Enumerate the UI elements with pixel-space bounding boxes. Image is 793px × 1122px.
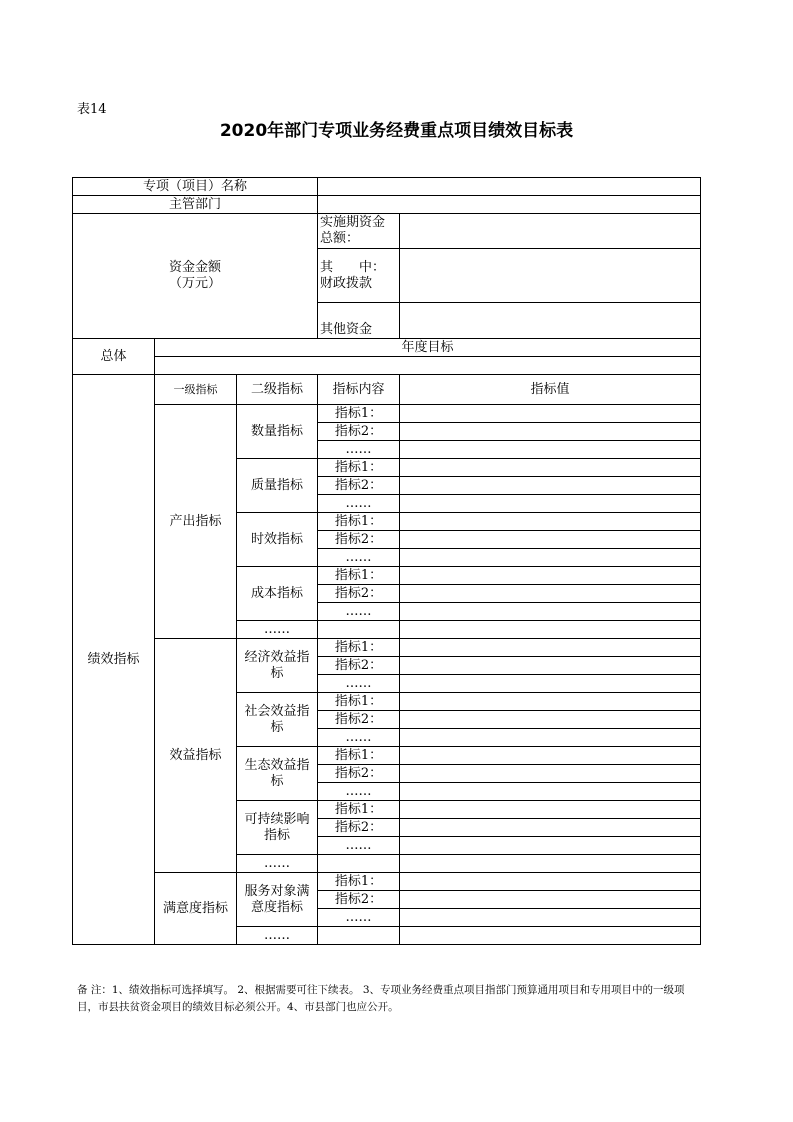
indicator-value-cell[interactable] (400, 783, 701, 801)
department-label: 主管部门 (73, 196, 318, 214)
indicator-item-label: 指标1： (318, 747, 400, 765)
indicator-item-label: 指标2： (318, 531, 400, 549)
indicator-value-cell[interactable] (400, 423, 701, 441)
annual-target-value[interactable] (155, 357, 701, 375)
sub-timeliness: 时效指标 (237, 513, 318, 567)
indicator-value-cell[interactable] (400, 477, 701, 495)
sub-ecological: 生态效益指标 (237, 747, 318, 801)
sub-quantity: 数量指标 (237, 405, 318, 459)
indicator-ellipsis: …… (318, 549, 400, 567)
indicator-item-label: 指标1： (318, 405, 400, 423)
indicator-value-cell[interactable] (400, 657, 701, 675)
indicator-item-label: 指标2： (318, 423, 400, 441)
indicator-value-cell[interactable] (400, 531, 701, 549)
indicator-ellipsis: …… (318, 603, 400, 621)
indicator-content-cell[interactable] (318, 621, 400, 639)
indicator-value-cell[interactable] (400, 855, 701, 873)
indicator-value-cell[interactable] (400, 639, 701, 657)
indicator-item-label: 指标2： (318, 765, 400, 783)
indicator-item-label: 指标2： (318, 477, 400, 495)
satisfaction-indicators-label: 满意度指标 (155, 873, 237, 945)
funds-label: 资金金额 (169, 260, 222, 275)
indicator-item-label: 指标2： (318, 711, 400, 729)
indicator-item-label: 指标2： (318, 891, 400, 909)
indicator-ellipsis: …… (318, 783, 400, 801)
indicator-value-cell[interactable] (400, 801, 701, 819)
indicator-value-cell[interactable] (400, 729, 701, 747)
header-value: 指标值 (400, 375, 701, 405)
sub-ellipsis: …… (237, 621, 318, 639)
indicator-value-cell[interactable] (400, 891, 701, 909)
funds-other-value[interactable] (400, 303, 701, 339)
indicator-item-label: 指标2： (318, 657, 400, 675)
indicator-value-cell[interactable] (400, 405, 701, 423)
page-title: 2020年部门专项业务经费重点项目绩效目标表 (219, 121, 574, 141)
output-indicators-label: 产出指标 (155, 405, 237, 639)
indicator-ellipsis: …… (318, 729, 400, 747)
header-level2: 二级指标 (237, 375, 318, 405)
funds-other-label: 其他资金 (318, 303, 400, 339)
indicator-item-label: 指标1： (318, 693, 400, 711)
sub-sustainable: 可持续影响指标 (237, 801, 318, 855)
table-number-label: 表14 (77, 102, 107, 117)
indicator-value-cell[interactable] (400, 441, 701, 459)
department-value[interactable] (318, 196, 701, 214)
indicator-value-cell[interactable] (400, 927, 701, 945)
header-level1: 一级指标 (155, 375, 237, 405)
indicator-item-label: 指标1： (318, 567, 400, 585)
indicator-content-cell[interactable] (318, 855, 400, 873)
indicator-value-cell[interactable] (400, 765, 701, 783)
sub-quality: 质量指标 (237, 459, 318, 513)
indicator-value-cell[interactable] (400, 909, 701, 927)
indicator-ellipsis: …… (318, 909, 400, 927)
indicator-value-cell[interactable] (400, 747, 701, 765)
indicator-value-cell[interactable] (400, 603, 701, 621)
indicator-value-cell[interactable] (400, 819, 701, 837)
project-name-value[interactable] (318, 178, 701, 196)
indicator-item-label: 指标1： (318, 513, 400, 531)
indicator-item-label: 指标1： (318, 873, 400, 891)
indicator-content-cell[interactable] (318, 927, 400, 945)
funds-total-label: 实施期资金总额： (318, 214, 400, 249)
indicator-value-cell[interactable] (400, 513, 701, 531)
sub-cost: 成本指标 (237, 567, 318, 621)
indicator-value-cell[interactable] (400, 621, 701, 639)
sub-ellipsis: …… (237, 927, 318, 945)
indicator-value-cell[interactable] (400, 549, 701, 567)
sub-economic: 经济效益指标 (237, 639, 318, 693)
indicator-ellipsis: …… (318, 495, 400, 513)
funds-total-value[interactable] (400, 214, 701, 249)
indicator-item-label: 指标1： (318, 801, 400, 819)
funds-fiscal-value[interactable] (400, 249, 701, 303)
funds-label-cell (73, 214, 318, 339)
indicator-ellipsis: …… (318, 837, 400, 855)
indicator-value-cell[interactable] (400, 567, 701, 585)
funds-fiscal-label: 其 中：财政拨款 (318, 249, 400, 303)
indicator-value-cell[interactable] (400, 711, 701, 729)
benefit-indicators-label: 效益指标 (155, 639, 237, 873)
header-content: 指标内容 (318, 375, 400, 405)
funds-unit: （万元） (169, 276, 222, 291)
indicator-value-cell[interactable] (400, 459, 701, 477)
sub-service-satisfaction: 服务对象满意度指标 (237, 873, 318, 927)
indicator-value-cell[interactable] (400, 837, 701, 855)
indicator-ellipsis: …… (318, 441, 400, 459)
indicator-value-cell[interactable] (400, 675, 701, 693)
indicator-item-label: 指标2： (318, 819, 400, 837)
indicator-value-cell[interactable] (400, 693, 701, 711)
indicator-value-cell[interactable] (400, 585, 701, 603)
indicator-item-label: 指标1： (318, 459, 400, 477)
sub-social: 社会效益指标 (237, 693, 318, 747)
performance-indicators-label: 绩效指标 (73, 375, 155, 945)
overall-label: 总体 (73, 339, 155, 375)
footnote: 备 注：1、绩效指标可选择填写。 2、根据需要可往下续表。 3、专项业务经费重点项目指部门预算通用项目和专用项目中的一级项目，市县扶贫资金项目的绩效目标必须公开。4、市县部门也应公开。 (77, 984, 685, 1013)
project-name-label: 专项（项目）名称 (73, 178, 318, 196)
sub-ellipsis: …… (237, 855, 318, 873)
annual-target-label: 年度目标 (155, 339, 701, 357)
indicator-value-cell[interactable] (400, 873, 701, 891)
indicator-ellipsis: …… (318, 675, 400, 693)
indicator-item-label: 指标1： (318, 639, 400, 657)
indicator-item-label: 指标2： (318, 585, 400, 603)
performance-target-table (72, 177, 701, 945)
indicator-value-cell[interactable] (400, 495, 701, 513)
